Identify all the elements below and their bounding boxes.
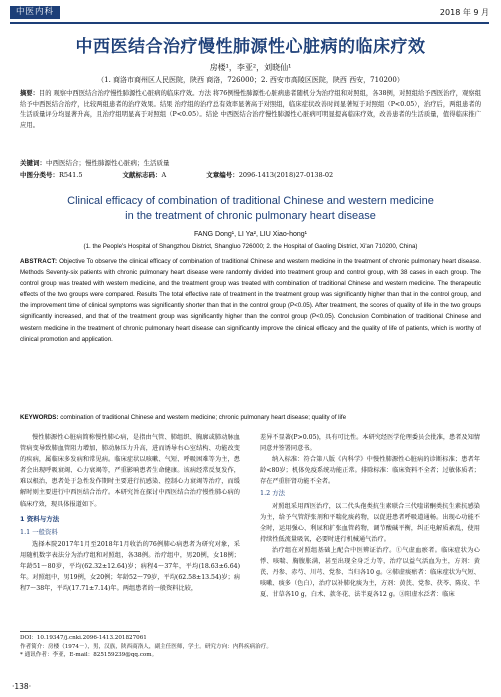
criteria-paragraph: 纳入标准：符合第八版《内科学》中慢性肺源性心脏病的诊断标准；患者年龄<80岁；机体免疫系统功能正常。排除标准：临床资料不全者；过敏体质者；存在严重肝肾功能不全者。: [260, 456, 480, 486]
keywords-cn-text: 中西医结合；慢性肺源性心脏病；生活质量: [46, 159, 170, 167]
keywords-en: [20, 414, 481, 421]
treatment-method-paragraph: 治疗组在对照组基础上配合中医辨证治疗。①气虚血瘀者。临床症状为心悸、咳喘、胸腹胀满，甚至出现全身乏力等，治疗以益气活血为主，方剂：黄芪、丹参、赤芍、川芎、党参、当归各10 g。②肺虚痰瘀者：临床症状为气短、咳嗽、痰多（色白），治疗以补肺化痰为主，方剂：黄芪、党参、茯苓、陈皮、半夏、甘草各10 g，白术、款冬花、法半夏各12 g。③阳虚水泛者：临床: [260, 546, 480, 599]
article-title-en: [0, 194, 501, 224]
keywords-en-text: combination of traditional Chinese and western medicine; chronic pulmonary heart disease; quality of life: [60, 414, 347, 421]
doi-line: DOI：10.19347/j.cnki.2096-1413.201827061: [20, 635, 147, 641]
author-info-line: 作者简介：房楼（1974－），男，汉族，陕西商洛人，副主任医师，学士。研究方向：内科疾病治疗。: [20, 643, 272, 650]
article-id: [206, 170, 333, 179]
abstract-cn: [20, 89, 481, 131]
clc-number: [20, 170, 83, 179]
general-data-paragraph: 选择本院2017年1月至2018年1月收治的76例肺心病患者为研究对象，采用随机数字表法分为治疗组和对照组，各38例。治疗组中，男20例，女18例；年龄51～80岁，平均(62.32±12.64)岁；病程4～37年，平均(18.63±6.64)年。对照组中，男19例，女20例；年龄52～79岁，平均(62.58±13.54)岁；病程7～38年，平均(17.71±7.14)年。两组患者的一般资料比较，: [20, 540, 240, 593]
general-data-continued: 差异不显著(P>0.05)，具有可比性。本研究经医学伦理委员会批准，患者及知情同意并签署同意书。: [260, 434, 480, 453]
keywords-en-label: KEYWORDS:: [20, 414, 59, 421]
keywords-cn-label: 关键词：: [20, 159, 46, 167]
doc-code-value: A: [161, 171, 167, 179]
body-column-left: [20, 432, 240, 594]
affiliation-cn: （1. 商洛市商州区人民医院，陕西 商洛，726000；2. 西安市高陵区医院，陕西 西安，710200）: [97, 76, 404, 84]
doc-code-label: 文献标志码：: [122, 171, 162, 179]
footnotes: [20, 634, 481, 660]
article-id-label: 文章编号：: [206, 171, 239, 179]
article-title-cn: 中西医结合治疗慢性肺源性心脏病的临床疗效: [75, 37, 426, 57]
abstract-cn-label: 摘要：: [20, 90, 39, 97]
clc-value: R541.5: [59, 171, 83, 179]
footnote-rule: [20, 631, 140, 632]
article-meta: [20, 170, 481, 179]
clc-label: 中图分类号：: [20, 171, 59, 179]
article-id-value: 2096-1413(2018)27-0138-02: [238, 171, 334, 179]
section-heading-methods: 1 资料与方法: [20, 514, 60, 523]
intro-paragraph: 慢性肺源性心脏病简称慢性肺心病，是指由气管、肺组织、胸廓或肺动脉血管病变导致肺血管阻力增加，肺动脉压力升高，进而诱导右心室结构、功能改变的疾病，属临床多发病和常见病。临床症状以咳嗽、气短、呼吸困难等为主，患者会出现呼吸衰竭、心力衰竭等，严重影响患者生命健康。该病经常反复发作，难以根治，患者处于急性发作期时主要进行抗感染、控制心力衰竭等治疗，而缓解时则主要进行中西医结合治疗。本研究旨在探讨中西医结合治疗慢性肺心病的临床疗效，现具体报道如下。: [20, 434, 240, 508]
authors-en: FANG Dong¹, LI Ya², LIU Xiao-hong¹: [194, 231, 307, 238]
issue-date: 2018 年 9 月: [439, 8, 489, 17]
abstract-en-text: Objective To observe the clinical efficacy of combination of traditional Chinese and western medicine in the treatment of chronic pulmonary heart disease. Methods Seventy-six patients with chronic pulmonary heart disease were randomly divided into treatment group and control group, with 38 cases in each group. The control group was treated with western medicine, and the treatment group was treated with combination of traditional Chinese and western medicine. The therapeutic effects of the two groups were compared. Results The total effective rate of treatment in the treatment group was significantly higher than that in the control group, and the improvement time of clinical symptoms was significantly shorter than that in the control group (P<0.05). After treatment, the scores of quality of life in the two groups significantly increased, and that of the treatment group was significantly higher than the control group (P<0.05). Conclusion Combination of traditional Chinese and western medicine in the treatment of chronic pulmonary heart disease can significantly improve the clinical efficacy and the quality of life of patients, which is worthy of clinical promotion and application.: [20, 258, 481, 343]
keywords-cn: [20, 158, 481, 167]
affiliation-en: (1. the People's Hospital of Shangzhou District, Shangluo 726000; 2. the Hospital of Gaoling District, Xi'an 710200, China): [83, 243, 418, 250]
document-code: [123, 170, 167, 179]
journal-section-tag: 中医内科: [10, 6, 60, 19]
abstract-cn-text: 目的 观察中西医结合治疗慢性肺源性心脏病的临床疗效。方法 将76例慢性肺源性心脏病患者随机分为治疗组和对照组，各38例，对照组给予西医治疗，观察组给予中西医结合治疗，比较两组患者的治疗效果。结果 治疗组的治疗总有效率显著高于对照组，临床症状改善时间显著短于对照组（P<0.05），治疗后，两组患者的生活质量评分均显著升高，且治疗组明显高于对照组（P<0.05）。结论 中西医结合治疗慢性肺源性心脏病可明显提高临床疗效，改善患者的生活质量，值得临床推广应用。: [20, 90, 482, 129]
corresponding-author-line: * 通讯作者：李亚，E-mail：825159239@qq.com。: [20, 652, 158, 659]
body-column-right: [260, 432, 480, 600]
page-number: ·138·: [12, 682, 32, 691]
authors-cn: 房楼¹，李亚²，刘晓仙¹: [209, 63, 292, 72]
title-en-line-1: Clinical efficacy of combination of traditional Chinese and western medicine: [67, 195, 434, 207]
title-en-line-2: in the treatment of chronic pulmonary heart disease: [125, 210, 376, 222]
subsection-heading-general: 1.1 一般资料: [20, 527, 58, 536]
abstract-en-label: ABSTRACT:: [20, 258, 58, 265]
header-rule: [10, 22, 489, 24]
subsection-heading-method: 1.2 方法: [260, 489, 285, 498]
abstract-en: [20, 256, 481, 345]
control-method-paragraph: 对照组采用西医治疗，以二代头孢类抗生素联合三代喹诺酮类抗生素抗感染为主，给予气管舒张剂和平喘化痰药物，以促进患者呼吸道通畅。出现心功能不全时，运用强心、利尿和扩张血管药物，调节酸碱平衡，纠正电解质紊乱，使用持续性低流量吸氧，必要时进行机械通气治疗。: [260, 502, 480, 543]
